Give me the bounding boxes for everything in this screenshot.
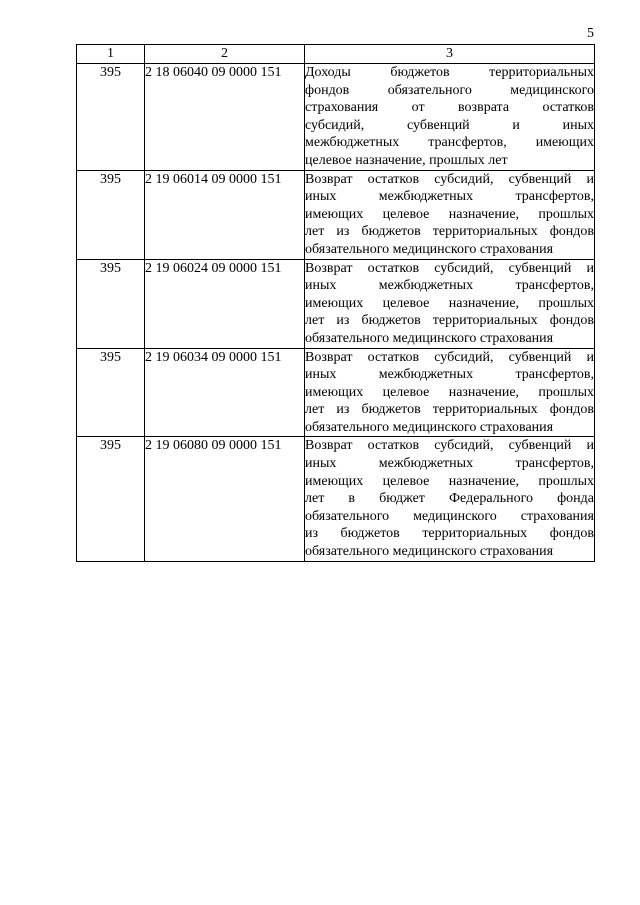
revenue-name-line: имеющих целевое назначение, прошлых (305, 473, 594, 489)
revenue-name-line: обязательного медицинского страхования (305, 419, 554, 435)
revenue-name-line: иных межбюджетных трансфертов, (305, 456, 594, 472)
revenue-name-line: субсидий, субвенций и иных (305, 117, 594, 133)
revenue-name-line: Возврат остатков субсидий, субвенций и (305, 438, 594, 454)
table-row (77, 348, 595, 437)
revenue-name-line: обязательного медицинского страхования (305, 241, 554, 257)
revenue-name-line: имеющих целевое назначение, прошлых (305, 384, 594, 400)
header-col-2: 2 (145, 45, 305, 64)
revenue-name-line: иных межбюджетных трансфертов, (305, 278, 594, 294)
revenue-name-cell (305, 170, 595, 259)
revenue-name-cell (305, 259, 595, 348)
revenue-name-line: лет из бюджетов территориальных фондов (305, 224, 594, 240)
header-col-3: 3 (305, 45, 595, 64)
page-number: 5 (587, 26, 594, 41)
revenue-name-line: из бюджетов территориальных фондов (305, 526, 594, 542)
admin-code-cell: 395 (77, 64, 145, 171)
admin-code-cell: 395 (77, 437, 145, 561)
revenue-name-line: лет в бюджет Федерального фонда (305, 491, 594, 507)
revenue-name-line: обязательного медицинского страхования (305, 544, 554, 560)
revenue-name-line: фондов обязательного медицинского (305, 82, 594, 98)
revenue-name-cell (305, 437, 595, 561)
revenue-name-line: Возврат остатков субсидий, субвенций и (305, 349, 594, 365)
revenue-name-cell (305, 64, 595, 171)
table-row (77, 437, 595, 561)
table-row (77, 259, 595, 348)
revenue-name-line: иных межбюджетных трансфертов, (305, 367, 594, 383)
revenue-name-line: целевое назначение, прошлых лет (305, 152, 508, 168)
revenue-name-line: имеющих целевое назначение, прошлых (305, 206, 594, 222)
admin-code-cell: 395 (77, 348, 145, 437)
header-col-1: 1 (77, 45, 145, 64)
budget-code-cell: 2 19 06014 09 0000 151 (145, 170, 305, 259)
revenue-name-line: лет из бюджетов территориальных фондов (305, 313, 594, 329)
revenue-name-line: лет из бюджетов территориальных фондов (305, 402, 594, 418)
revenue-name-line: обязательного медицинского страхования (305, 508, 594, 524)
budget-code-cell: 2 18 06040 09 0000 151 (145, 64, 305, 171)
budget-code-cell: 2 19 06080 09 0000 151 (145, 437, 305, 561)
revenue-name-line: имеющих целевое назначение, прошлых (305, 295, 594, 311)
revenue-name-line: межбюджетных трансфертов, имеющих (305, 135, 594, 151)
table-row (77, 64, 595, 171)
budget-code-cell: 2 19 06024 09 0000 151 (145, 259, 305, 348)
table-header-row (77, 45, 595, 64)
revenue-name-line: Возврат остатков субсидий, субвенций и (305, 171, 594, 187)
revenue-name-line: страхования от возврата остатков (305, 100, 594, 116)
revenue-name-line: иных межбюджетных трансфертов, (305, 189, 594, 205)
table-row (77, 170, 595, 259)
budget-classification-table (76, 44, 595, 562)
budget-code-cell: 2 19 06034 09 0000 151 (145, 348, 305, 437)
revenue-name-line: Возврат остатков субсидий, субвенций и (305, 260, 594, 276)
revenue-name-cell (305, 348, 595, 437)
revenue-name-line: Доходы бюджетов территориальных (305, 65, 594, 80)
revenue-name-line: обязательного медицинского страхования (305, 330, 554, 346)
admin-code-cell: 395 (77, 170, 145, 259)
table-body (77, 64, 595, 562)
admin-code-cell: 395 (77, 259, 145, 348)
